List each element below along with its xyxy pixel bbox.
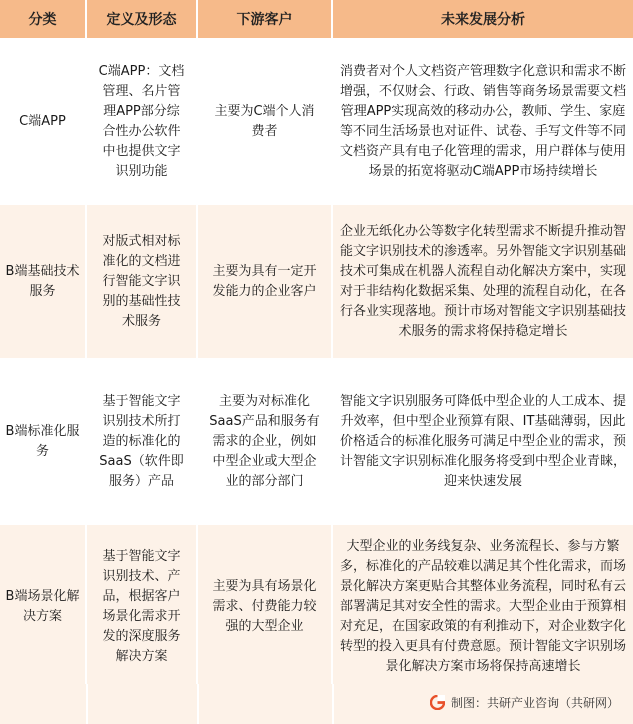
table-row <box>0 39 633 204</box>
row-analysis: 智能文字识别服务可降低中型企业的人工成本、提升效率，但中型企业预算有限、IT基础薄弱，因此价格适合的标准化服务可满足中型企业的需求，预计智能文字识别标准化服务将受到中型企业青睐，迎来快速发展 <box>332 359 633 524</box>
row-customers: 主要为对标准化SaaS产品和服务有需求的企业，例如中型企业或大型企业的部分部门 <box>197 359 332 524</box>
row-definition: 基于智能文字识别技术所打造的标准化的SaaS（软件即服务）产品 <box>86 359 197 524</box>
gongyan-logo-icon <box>430 695 445 710</box>
row-definition: 基于智能文字识别技术、产品，根据客户场景化需求开发的深度服务解决方案 <box>86 524 197 689</box>
table-header-row <box>0 0 633 39</box>
source-credit <box>430 694 619 711</box>
row-analysis: 大型企业的业务线复杂、业务流程长、参与方繁多，标准化的产品较难以满足其个性化需求，而场景化解决方案更贴合其整体业务流程，同时私有云部署满足其对安全性的需求。大型企业由于预算相对充足，在国家政策的有利推动下，对企业数字化转型的投入更具有付费意愿。预计智能文字识别场景化解决方案市场将保持高速增长 <box>332 524 633 689</box>
header-definition: 定义及形态 <box>86 0 197 39</box>
row-analysis: 消费者对个人文档资产管理数字化意识和需求不断增强，不仅财会、行政、销售等商务场景需要文档管理APP实现高效的移动办公，教师、学生、家庭等不同生活场景也对证件、试卷、手写文件等不同文档资产具有电子化管理的需求，用户群体与使用场景的拓宽将驱动C端APP市场持续增长 <box>332 39 633 204</box>
row-definition: C端APP：文档管理、名片管理APP部分综合性办公软件中也提供文字识别功能 <box>86 39 197 204</box>
row-category: B端基础技术服务 <box>0 204 86 359</box>
table-footer <box>0 684 633 724</box>
row-customers: 主要为具有一定开发能力的企业客户 <box>197 204 332 359</box>
table-row <box>0 359 633 524</box>
row-category: B端场景化解决方案 <box>0 524 86 689</box>
row-customers: 主要为具有场景化需求、付费能力较强的大型企业 <box>197 524 332 689</box>
row-category: B端标准化服务 <box>0 359 86 524</box>
table-row <box>0 524 633 689</box>
table-row <box>0 204 633 359</box>
header-analysis: 未来发展分析 <box>332 0 633 39</box>
row-analysis: 企业无纸化办公等数字化转型需求不断提升推动智能文字识别技术的渗透率。另外智能文字识别基础技术可集成在机器人流程自动化解决方案中，实现对于非结构化数据采集、处理的流程自动化，在各行各业实现落地。预计市场对智能文字识别基础技术服务的需求将保持稳定增长 <box>332 204 633 359</box>
header-category: 分类 <box>0 0 86 39</box>
header-customers: 下游客户 <box>197 0 332 39</box>
row-definition: 对版式相对标准化的文档进行智能文字识别的基础性技术服务 <box>86 204 197 359</box>
row-category: C端APP <box>0 39 86 204</box>
source-text: 制图：共研产业咨询（共研网） <box>450 696 619 710</box>
row-customers: 主要为C端个人消费者 <box>197 39 332 204</box>
